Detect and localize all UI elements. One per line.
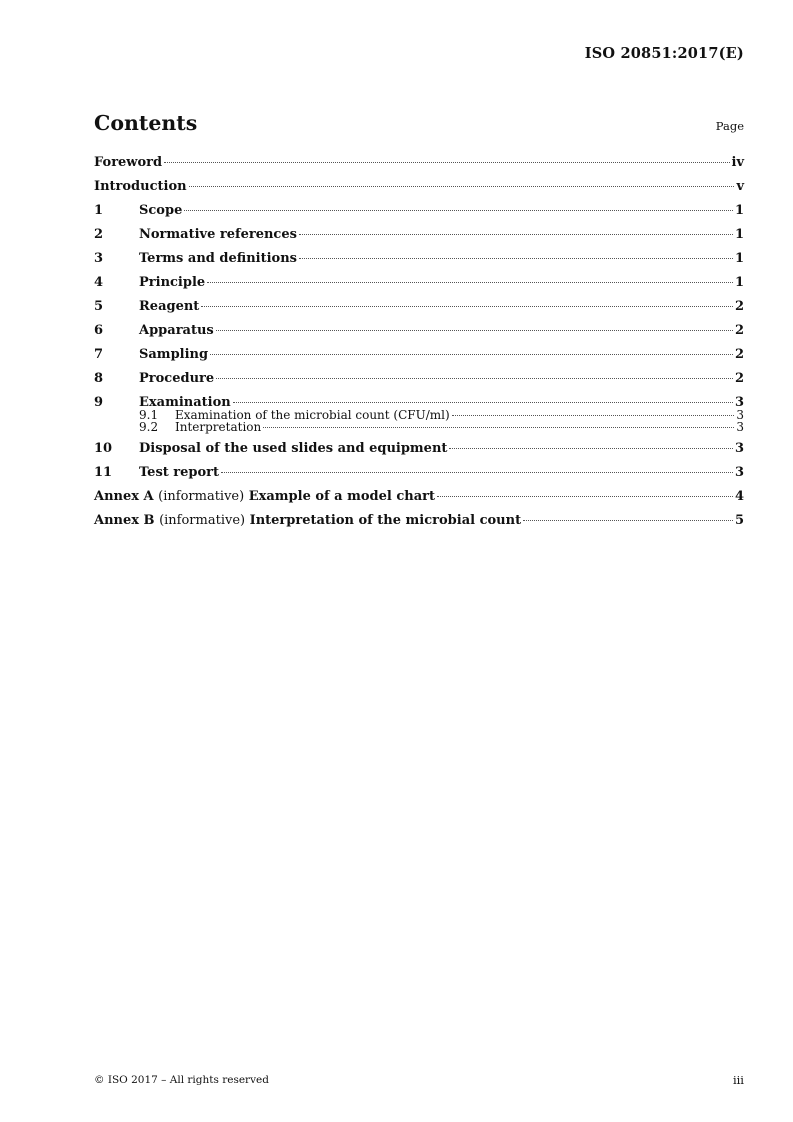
toc-entry-page: 2	[734, 347, 744, 362]
toc-entry-number: 9	[94, 395, 104, 410]
toc-entry-page: 2	[734, 323, 744, 338]
toc-entry-sampling[interactable]	[94, 347, 744, 363]
toc-entry-title[interactable]: Principle	[139, 275, 206, 290]
toc-entry-page: 3	[734, 465, 744, 480]
page-column-label: Page	[715, 119, 744, 133]
annex-title: Example of a model chart	[248, 489, 436, 504]
leader-dots	[523, 520, 733, 521]
toc-entry-page: 4	[734, 489, 744, 504]
standard-identifier: ISO 20851:2017(E)	[584, 45, 744, 62]
toc-entry-number: 10	[94, 441, 113, 456]
leader-dots	[207, 282, 733, 283]
toc-entry-title[interactable]: Interpretation	[175, 419, 262, 434]
leader-dots	[210, 354, 733, 355]
leader-dots	[221, 472, 733, 473]
toc-entry-page: v	[736, 179, 744, 194]
toc-entry-title[interactable]	[94, 513, 521, 529]
leader-dots	[299, 258, 733, 259]
toc-entry-introduction[interactable]	[94, 179, 744, 195]
leader-dots	[164, 162, 729, 163]
toc-entry-apparatus[interactable]	[94, 323, 744, 339]
toc-entry-page: 1	[734, 251, 744, 266]
toc-entry-title[interactable]: Scope	[139, 203, 183, 218]
copyright-notice: © ISO 2017 – All rights reserved	[94, 1074, 269, 1086]
toc-entry-title[interactable]: Introduction	[94, 179, 187, 194]
leader-dots	[437, 496, 733, 497]
toc-entry-annex-a[interactable]	[94, 489, 744, 505]
annex-label: Annex B	[94, 513, 155, 528]
toc-entry-page: 2	[734, 299, 744, 314]
toc-entry-number: 6	[94, 323, 104, 338]
leader-dots	[449, 448, 733, 449]
leader-dots	[299, 234, 733, 235]
toc-entry-test-report[interactable]	[94, 465, 744, 481]
toc-entry-page: 3	[734, 395, 744, 410]
toc-entry-page: 1	[734, 227, 744, 242]
toc-entry-page: iv	[731, 155, 744, 170]
toc-entry-title[interactable]: Foreword	[94, 155, 163, 170]
toc-entry-page: 1	[734, 275, 744, 290]
toc-entry-title[interactable]: Sampling	[139, 347, 209, 362]
annex-label: Annex A	[94, 489, 154, 504]
toc-entry-number: 1	[94, 203, 104, 218]
toc-entry-number: 11	[94, 465, 113, 480]
annex-type: (informative)	[159, 513, 246, 528]
leader-dots	[233, 402, 733, 403]
annex-type: (informative)	[158, 489, 245, 504]
leader-dots	[201, 306, 733, 307]
page-title: Contents	[94, 111, 198, 135]
annex-title: Interpretation of the microbial count	[249, 513, 522, 528]
toc-entry-title[interactable]: Terms and definitions	[139, 251, 297, 266]
toc-entry-scope[interactable]	[94, 203, 744, 219]
toc-entry-page: 3	[734, 441, 744, 456]
toc-entry-number: 9.1	[139, 408, 159, 422]
toc-entry-number: 5	[94, 299, 104, 314]
toc-entry-title[interactable]: Procedure	[139, 371, 215, 386]
toc-entry-reagent[interactable]	[94, 299, 744, 315]
toc-entry-title[interactable]	[94, 489, 435, 505]
toc-entry-number: 4	[94, 275, 104, 290]
leader-dots	[184, 210, 733, 211]
toc-entry-number: 7	[94, 347, 104, 362]
toc-entry-principle[interactable]	[94, 275, 744, 291]
toc-entry-page: 2	[734, 371, 744, 386]
toc-entry-title[interactable]: Reagent	[139, 299, 200, 314]
toc-subentry-interpretation[interactable]	[94, 419, 744, 434]
toc-entry-title[interactable]: Examination	[139, 395, 231, 410]
toc-entry-title[interactable]: Apparatus	[139, 323, 214, 338]
toc-entry-disposal[interactable]	[94, 441, 744, 457]
toc-entry-title[interactable]: Examination of the microbial count (CFU/ml)	[175, 408, 450, 422]
toc-entry-page: 5	[734, 513, 744, 528]
toc-entry-page: 1	[734, 203, 744, 218]
page-number: iii	[732, 1073, 744, 1087]
toc-entry-number: 2	[94, 227, 104, 242]
toc-entry-title[interactable]: Test report	[139, 465, 220, 480]
toc-entry-title[interactable]: Normative references	[139, 227, 297, 242]
leader-dots	[216, 378, 733, 379]
toc-entry-normative-references[interactable]	[94, 227, 744, 243]
toc-entry-annex-b[interactable]	[94, 513, 744, 529]
toc-entry-terms-and-definitions[interactable]	[94, 251, 744, 267]
toc-entry-title[interactable]: Disposal of the used slides and equipment	[139, 441, 448, 456]
toc-entry-number: 8	[94, 371, 104, 386]
leader-dots	[189, 186, 735, 187]
table-of-contents	[94, 155, 744, 529]
toc-entry-page: 3	[736, 408, 744, 422]
toc-entry-procedure[interactable]	[94, 371, 744, 387]
leader-dots	[452, 415, 735, 416]
leader-dots	[263, 427, 734, 428]
toc-entry-number: 9.2	[139, 419, 159, 434]
toc-entry-foreword[interactable]	[94, 155, 744, 171]
toc-entry-number: 3	[94, 251, 104, 266]
toc-entry-page: 3	[736, 419, 744, 434]
leader-dots	[216, 330, 733, 331]
